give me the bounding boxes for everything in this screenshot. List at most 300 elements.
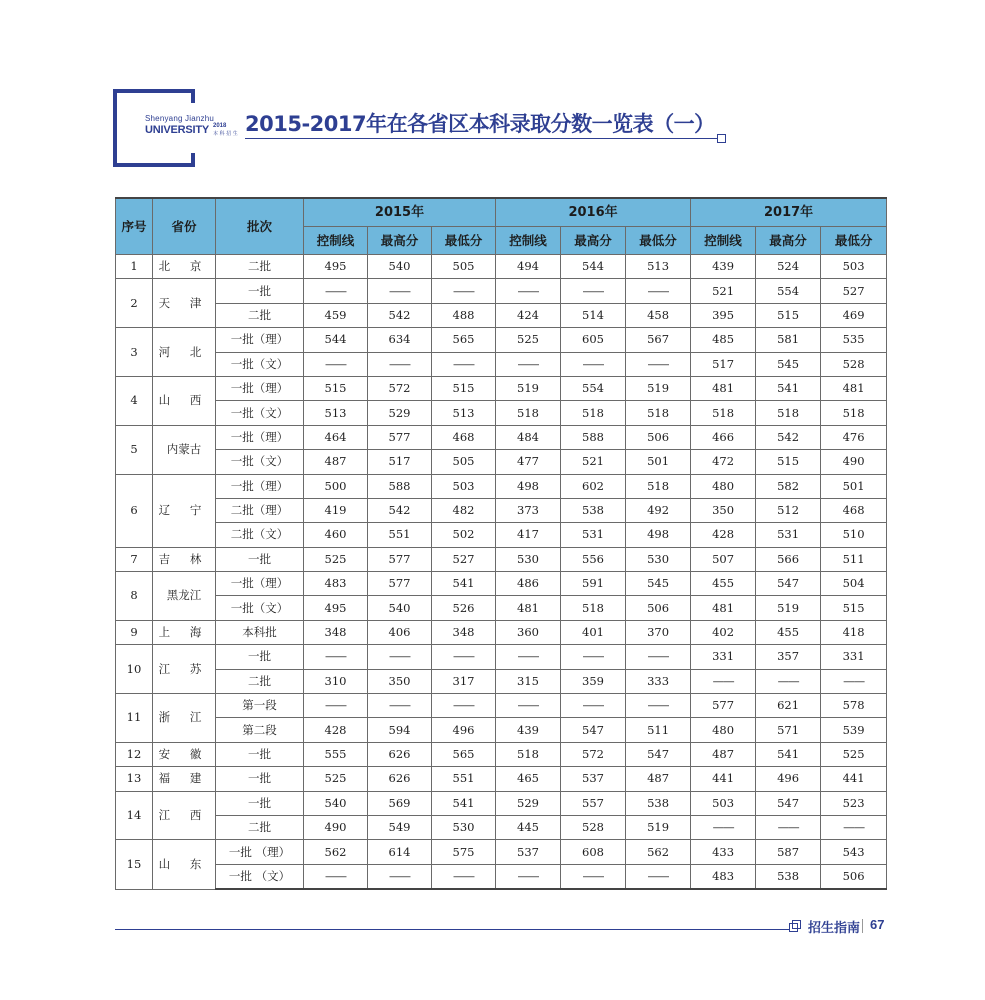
cell-score: 551: [368, 523, 432, 547]
cell-score: 477: [496, 450, 561, 474]
cell-score: 428: [691, 523, 756, 547]
cell-score: ——: [821, 669, 887, 693]
cell-score: 486: [496, 572, 561, 596]
cell-score: 331: [691, 645, 756, 669]
cell-score: 518: [691, 401, 756, 425]
cell-score: 540: [368, 255, 432, 279]
page-number: 67: [870, 917, 885, 932]
cell-score: 348: [304, 620, 368, 644]
cell-score: 487: [691, 742, 756, 766]
cell-score: 488: [432, 303, 496, 327]
cell-province: 河 北: [153, 328, 216, 377]
cell-score: 370: [626, 620, 691, 644]
cell-score: 591: [561, 572, 626, 596]
cell-score: 455: [691, 572, 756, 596]
cell-score: 567: [626, 328, 691, 352]
cell-score: 541: [432, 572, 496, 596]
table-row: [116, 255, 887, 279]
cell-score: ——: [368, 352, 432, 376]
cell-score: 572: [561, 742, 626, 766]
cell-score: 350: [368, 669, 432, 693]
cell-score: 588: [368, 474, 432, 498]
cell-score: 513: [304, 401, 368, 425]
header-max-score: 最高分: [368, 227, 432, 255]
cell-score: 517: [691, 352, 756, 376]
cell-seq: 14: [116, 791, 153, 840]
cell-score: 605: [561, 328, 626, 352]
cell-score: ——: [496, 352, 561, 376]
table-row: [116, 523, 887, 547]
cell-score: 518: [496, 742, 561, 766]
cell-seq: 2: [116, 279, 153, 328]
cell-province: 江 苏: [153, 645, 216, 694]
cell-seq: 13: [116, 767, 153, 791]
cell-score: 482: [432, 498, 496, 522]
cell-province: 江 西: [153, 791, 216, 840]
cell-score: 459: [304, 303, 368, 327]
cell-score: 317: [432, 669, 496, 693]
cell-score: 481: [821, 376, 887, 400]
table-row: [116, 645, 887, 669]
cell-score: ——: [304, 279, 368, 303]
table-header-row-years: [116, 198, 887, 227]
table-row: [116, 352, 887, 376]
cell-score: 514: [561, 303, 626, 327]
cell-province: 福 建: [153, 767, 216, 791]
cell-score: 544: [304, 328, 368, 352]
cell-batch: 二批: [216, 669, 304, 693]
header-year-2016: 2016年: [496, 198, 691, 227]
table-row: [116, 328, 887, 352]
cell-score: 458: [626, 303, 691, 327]
cell-batch: 一批（文）: [216, 596, 304, 620]
cell-score: 506: [626, 596, 691, 620]
cell-score: 496: [756, 767, 821, 791]
cell-score: 575: [432, 840, 496, 864]
cell-score: 547: [756, 791, 821, 815]
cell-score: 581: [756, 328, 821, 352]
cell-score: 515: [432, 376, 496, 400]
cell-score: 554: [756, 279, 821, 303]
logo-text-university: UNIVERSITY: [145, 124, 210, 136]
cell-score: 483: [691, 864, 756, 889]
cell-score: 441: [691, 767, 756, 791]
cell-score: 577: [368, 425, 432, 449]
cell-score: 519: [626, 376, 691, 400]
cell-score: 496: [432, 718, 496, 742]
cell-score: 578: [821, 694, 887, 718]
cell-score: 518: [626, 474, 691, 498]
table-row: [116, 498, 887, 522]
cell-score: 531: [561, 523, 626, 547]
cell-seq: 15: [116, 840, 153, 889]
cell-score: 540: [304, 791, 368, 815]
cell-score: 480: [691, 718, 756, 742]
cell-score: 359: [561, 669, 626, 693]
cell-score: 515: [756, 450, 821, 474]
table-row: [116, 840, 887, 864]
cell-score: 350: [691, 498, 756, 522]
cell-score: 348: [432, 620, 496, 644]
cell-batch: 一批（理）: [216, 376, 304, 400]
cell-score: 531: [756, 523, 821, 547]
cell-score: 577: [691, 694, 756, 718]
cell-score: 526: [432, 596, 496, 620]
cell-score: 529: [496, 791, 561, 815]
cell-score: 485: [691, 328, 756, 352]
cell-score: 505: [432, 255, 496, 279]
table-row: [116, 450, 887, 474]
cell-score: 541: [756, 376, 821, 400]
table-row: [116, 279, 887, 303]
cell-score: ——: [496, 864, 561, 889]
cell-score: 577: [368, 572, 432, 596]
cell-score: 577: [368, 547, 432, 571]
cell-score: 357: [756, 645, 821, 669]
table-row: [116, 474, 887, 498]
footer-separator: [862, 919, 863, 933]
cell-score: 582: [756, 474, 821, 498]
cell-batch: 一批: [216, 547, 304, 571]
cell-score: ——: [432, 864, 496, 889]
cell-score: 542: [368, 303, 432, 327]
logo-year: 2018: [213, 123, 227, 129]
cell-score: 481: [691, 376, 756, 400]
table-row: [116, 596, 887, 620]
cell-score: 483: [304, 572, 368, 596]
cell-score: ——: [432, 694, 496, 718]
logo-text-name: Shenyang Jianzhu: [145, 114, 215, 123]
cell-score: 545: [756, 352, 821, 376]
cell-score: 439: [691, 255, 756, 279]
cell-score: ——: [561, 352, 626, 376]
cell-score: ——: [368, 279, 432, 303]
cell-score: 487: [626, 767, 691, 791]
cell-score: 527: [821, 279, 887, 303]
cell-score: 513: [432, 401, 496, 425]
cell-score: 525: [821, 742, 887, 766]
cell-province: 山 东: [153, 840, 216, 889]
cell-seq: 8: [116, 572, 153, 621]
cell-score: ——: [626, 645, 691, 669]
cell-seq: 7: [116, 547, 153, 571]
cell-score: 502: [432, 523, 496, 547]
cell-score: 428: [304, 718, 368, 742]
cell-score: 518: [561, 401, 626, 425]
footer-section-label: 招生指南: [808, 921, 861, 936]
cell-score: 569: [368, 791, 432, 815]
cell-score: ——: [626, 864, 691, 889]
cell-score: 541: [756, 742, 821, 766]
cell-score: 518: [496, 401, 561, 425]
cell-score: ——: [756, 815, 821, 839]
cell-score: 538: [626, 791, 691, 815]
cell-batch: 一批: [216, 742, 304, 766]
cell-score: 562: [626, 840, 691, 864]
cell-score: 424: [496, 303, 561, 327]
cell-batch: 一批: [216, 279, 304, 303]
cell-batch: 第二段: [216, 718, 304, 742]
cell-score: 551: [432, 767, 496, 791]
cell-score: 542: [756, 425, 821, 449]
cell-score: 501: [821, 474, 887, 498]
cell-score: 310: [304, 669, 368, 693]
cell-score: 515: [756, 303, 821, 327]
cell-score: 547: [626, 742, 691, 766]
cell-score: 547: [561, 718, 626, 742]
cell-score: 614: [368, 840, 432, 864]
cell-score: ——: [561, 645, 626, 669]
cell-batch: 二批: [216, 815, 304, 839]
cell-score: 521: [561, 450, 626, 474]
cell-score: ——: [756, 669, 821, 693]
header-province: 省份: [153, 198, 216, 255]
cell-score: 529: [368, 401, 432, 425]
cell-score: 406: [368, 620, 432, 644]
cell-score: 539: [821, 718, 887, 742]
cell-score: 460: [304, 523, 368, 547]
cell-score: 554: [561, 376, 626, 400]
cell-score: 572: [368, 376, 432, 400]
cell-score: 517: [368, 450, 432, 474]
cell-score: 476: [821, 425, 887, 449]
header-seq: 序号: [116, 198, 153, 255]
cell-score: 525: [304, 547, 368, 571]
cell-province: 吉 林: [153, 547, 216, 571]
cell-batch: 一批（理）: [216, 572, 304, 596]
cell-score: 519: [626, 815, 691, 839]
header-year-2015: 2015年: [304, 198, 496, 227]
cell-score: ——: [561, 279, 626, 303]
cell-score: 468: [432, 425, 496, 449]
table-row: [116, 791, 887, 815]
cell-score: 608: [561, 840, 626, 864]
cell-score: ——: [304, 352, 368, 376]
cell-score: 419: [304, 498, 368, 522]
header-control-line: 控制线: [304, 227, 368, 255]
cell-score: 511: [821, 547, 887, 571]
cell-score: 441: [821, 767, 887, 791]
cell-score: ——: [304, 694, 368, 718]
header-control-line: 控制线: [496, 227, 561, 255]
cell-score: ——: [496, 645, 561, 669]
cell-score: 513: [626, 255, 691, 279]
table-row: [116, 864, 887, 889]
cell-score: 541: [432, 791, 496, 815]
cell-batch: 一批（文）: [216, 352, 304, 376]
cell-score: 481: [496, 596, 561, 620]
cell-score: ——: [821, 815, 887, 839]
cell-score: 507: [691, 547, 756, 571]
cell-score: ——: [691, 669, 756, 693]
cell-score: 503: [432, 474, 496, 498]
cell-score: 587: [756, 840, 821, 864]
table-row: [116, 303, 887, 327]
title-square-ornament: [717, 134, 726, 143]
header-min-score: 最低分: [432, 227, 496, 255]
table-row: [116, 742, 887, 766]
cell-score: 490: [304, 815, 368, 839]
cell-score: 515: [304, 376, 368, 400]
cell-batch: 一批: [216, 767, 304, 791]
cell-batch: 一批 （理）: [216, 840, 304, 864]
cell-seq: 1: [116, 255, 153, 279]
cell-score: 504: [821, 572, 887, 596]
cell-score: 492: [626, 498, 691, 522]
cell-score: 544: [561, 255, 626, 279]
cell-score: 538: [756, 864, 821, 889]
cell-score: 525: [496, 328, 561, 352]
footer-rule: [115, 929, 792, 930]
cell-score: 530: [626, 547, 691, 571]
cell-score: 490: [821, 450, 887, 474]
cell-score: 626: [368, 742, 432, 766]
cell-score: 634: [368, 328, 432, 352]
cell-batch: 一批（理）: [216, 328, 304, 352]
header-year-2017: 2017年: [691, 198, 887, 227]
cell-score: 505: [432, 450, 496, 474]
table-row: [116, 401, 887, 425]
table-row: [116, 815, 887, 839]
cell-score: 537: [496, 840, 561, 864]
logo-subtitle: 本 科 招 生: [213, 131, 238, 137]
cell-batch: 二批（理）: [216, 498, 304, 522]
cell-province: 浙 江: [153, 694, 216, 743]
cell-score: 571: [756, 718, 821, 742]
cell-score: 455: [756, 620, 821, 644]
header-max-score: 最高分: [756, 227, 821, 255]
cell-score: 545: [626, 572, 691, 596]
cell-score: 538: [561, 498, 626, 522]
cell-score: 360: [496, 620, 561, 644]
header-batch: 批次: [216, 198, 304, 255]
cell-score: 481: [691, 596, 756, 620]
cell-batch: 一批: [216, 791, 304, 815]
cell-score: 464: [304, 425, 368, 449]
cell-score: 519: [756, 596, 821, 620]
cell-score: 331: [821, 645, 887, 669]
cell-score: ——: [432, 279, 496, 303]
table-row: [116, 718, 887, 742]
cell-score: 484: [496, 425, 561, 449]
cell-score: ——: [432, 645, 496, 669]
table-row: [116, 620, 887, 644]
cell-province: 北 京: [153, 255, 216, 279]
cell-score: 535: [821, 328, 887, 352]
cell-score: 465: [496, 767, 561, 791]
cell-score: 469: [821, 303, 887, 327]
cell-province: 山 西: [153, 376, 216, 425]
cell-province: 内蒙古: [153, 425, 216, 474]
cell-score: 543: [821, 840, 887, 864]
cell-batch: 二批: [216, 255, 304, 279]
cell-score: 530: [432, 815, 496, 839]
cell-score: 511: [626, 718, 691, 742]
cell-score: 518: [626, 401, 691, 425]
cell-seq: 11: [116, 694, 153, 743]
cell-score: 547: [756, 572, 821, 596]
cell-score: 594: [368, 718, 432, 742]
cell-score: 418: [821, 620, 887, 644]
cell-score: 433: [691, 840, 756, 864]
cell-score: 503: [821, 255, 887, 279]
cell-score: 515: [821, 596, 887, 620]
cell-batch: 一批（理）: [216, 474, 304, 498]
cell-seq: 9: [116, 620, 153, 644]
cell-score: 525: [304, 767, 368, 791]
cell-score: 468: [821, 498, 887, 522]
cell-score: 500: [304, 474, 368, 498]
cell-score: 528: [561, 815, 626, 839]
cell-score: 518: [756, 401, 821, 425]
cell-score: 527: [432, 547, 496, 571]
cell-score: 518: [561, 596, 626, 620]
cell-score: 373: [496, 498, 561, 522]
header-control-line: 控制线: [691, 227, 756, 255]
cell-score: 315: [496, 669, 561, 693]
cell-score: 518: [821, 401, 887, 425]
cell-score: 333: [626, 669, 691, 693]
cell-score: 472: [691, 450, 756, 474]
cell-score: ——: [368, 694, 432, 718]
table-row: [116, 572, 887, 596]
cell-score: ——: [496, 279, 561, 303]
header-min-score: 最低分: [821, 227, 887, 255]
cell-score: 402: [691, 620, 756, 644]
footer-square-icon: [789, 920, 801, 932]
table-row: [116, 669, 887, 693]
cell-score: ——: [626, 279, 691, 303]
cell-score: 512: [756, 498, 821, 522]
cell-score: 495: [304, 255, 368, 279]
cell-seq: 6: [116, 474, 153, 547]
cell-score: 439: [496, 718, 561, 742]
cell-score: 506: [821, 864, 887, 889]
cell-score: ——: [304, 864, 368, 889]
cell-score: ——: [368, 864, 432, 889]
cell-seq: 12: [116, 742, 153, 766]
cell-province: 安 徽: [153, 742, 216, 766]
cell-score: 565: [432, 742, 496, 766]
cell-score: 588: [561, 425, 626, 449]
header-max-score: 最高分: [561, 227, 626, 255]
cell-score: 498: [626, 523, 691, 547]
cell-score: 495: [304, 596, 368, 620]
cell-score: ——: [561, 694, 626, 718]
cell-score: 524: [756, 255, 821, 279]
cell-score: 542: [368, 498, 432, 522]
title-underline: [245, 138, 717, 139]
cell-province: 辽 宁: [153, 474, 216, 547]
cell-score: 565: [432, 328, 496, 352]
cell-score: 540: [368, 596, 432, 620]
cell-batch: 本科批: [216, 620, 304, 644]
cell-batch: 二批（文）: [216, 523, 304, 547]
cell-seq: 5: [116, 425, 153, 474]
cell-seq: 10: [116, 645, 153, 694]
cell-score: 555: [304, 742, 368, 766]
cell-batch: 第一段: [216, 694, 304, 718]
cell-province: 上 海: [153, 620, 216, 644]
cell-seq: 3: [116, 328, 153, 377]
table-row: [116, 767, 887, 791]
cell-score: 530: [496, 547, 561, 571]
cell-score: 626: [368, 767, 432, 791]
cell-batch: 二批: [216, 303, 304, 327]
cell-score: 466: [691, 425, 756, 449]
cell-score: 557: [561, 791, 626, 815]
cell-batch: 一批（理）: [216, 425, 304, 449]
